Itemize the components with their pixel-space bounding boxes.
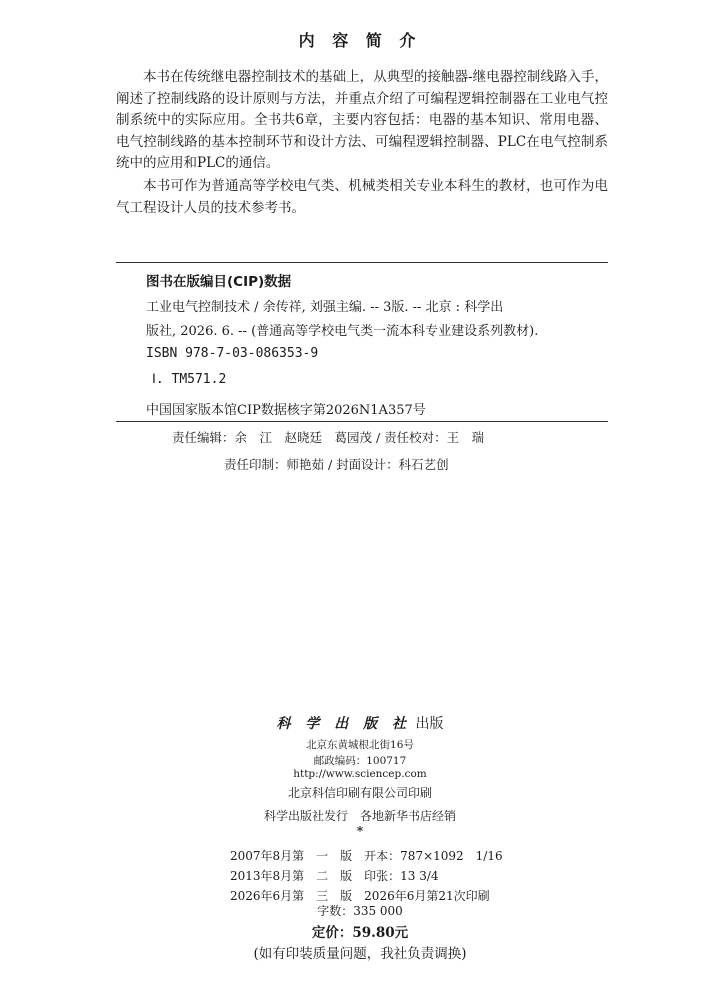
credits-line-2: 责任印制：师艳茹 / 封面设计：科石艺创	[224, 457, 449, 472]
cip-record-number: 中国国家版本馆CIP数据核字第2026N1A357号	[146, 403, 426, 418]
distribution-info: 科学出版社发行 各地新华书店经销	[263, 809, 456, 823]
word-count: 字数：335 000	[317, 904, 403, 918]
edition-line-1: 2007年8月第 一 版 开本：787×1092 1/16	[230, 849, 503, 863]
publisher-postcode: 邮政编码：100717	[313, 755, 407, 767]
cip-line-1: 工业电气控制技术 / 余传祥, 刘强主编. -- 3版. -- 北京 : 科学出	[146, 300, 504, 315]
summary-paragraph-1: 本书在传统继电器控制技术的基础上，从典型的接触器-继电器控制线路入手，阐述了控制线路的设计原则与方法，并重点介绍了可编程逻辑控制器在工业电气控制系统中的实际应用。全书共6章，主要内容包括：电器的基本知识、常用电器、电气控制线路的基本控制环节和设计方法、可编程逻辑控制器、PLC在电气控制系统中的应用和PLC的通信。	[116, 69, 608, 172]
publisher-website: http://www.sciencep.com	[293, 768, 427, 780]
edition-line-3: 2026年6月第 三 版 2026年6月第21次印刷	[230, 889, 490, 903]
publisher-logo: 科 学 出 版 社	[276, 716, 412, 732]
cip-line-2: 版社, 2026. 6. -- (普通高等学校电气类一流本科专业建设系列教材).	[146, 324, 539, 339]
publisher-suffix: 出版	[415, 716, 444, 732]
separator-star: *	[356, 824, 364, 838]
edition-info	[230, 846, 503, 906]
cip-heading: 图书在版编目(CIP)数据	[146, 274, 292, 290]
cip-top-rule	[116, 262, 608, 263]
cip-bottom-rule	[116, 421, 608, 422]
page-title: 内 容 简 介	[298, 31, 422, 50]
summary-paragraph-2: 本书可作为普通高等学校电气类、机械类相关专业本科生的教材，也可作为电气工程设计人员的技术参考书。	[116, 178, 608, 216]
credits-line-1: 责任编辑：余 江 赵晓廷 葛园茂 / 责任校对：王 瑞	[172, 430, 485, 445]
publisher-line	[0, 713, 720, 733]
cip-isbn: ISBN 978-7-03-086353-9	[146, 346, 319, 361]
cip-classification: Ⅰ. TM571.2	[152, 372, 227, 387]
price: 定价：59.80元	[311, 925, 409, 941]
publisher-address: 北京东黄城根北街16号	[306, 739, 414, 751]
edition-line-2: 2013年8月第 二 版 印张：13 3/4	[230, 869, 439, 883]
quality-notice: (如有印装质量问题，我社负责调换)	[253, 946, 467, 962]
printer-info: 北京科信印刷有限公司印刷	[287, 786, 432, 800]
